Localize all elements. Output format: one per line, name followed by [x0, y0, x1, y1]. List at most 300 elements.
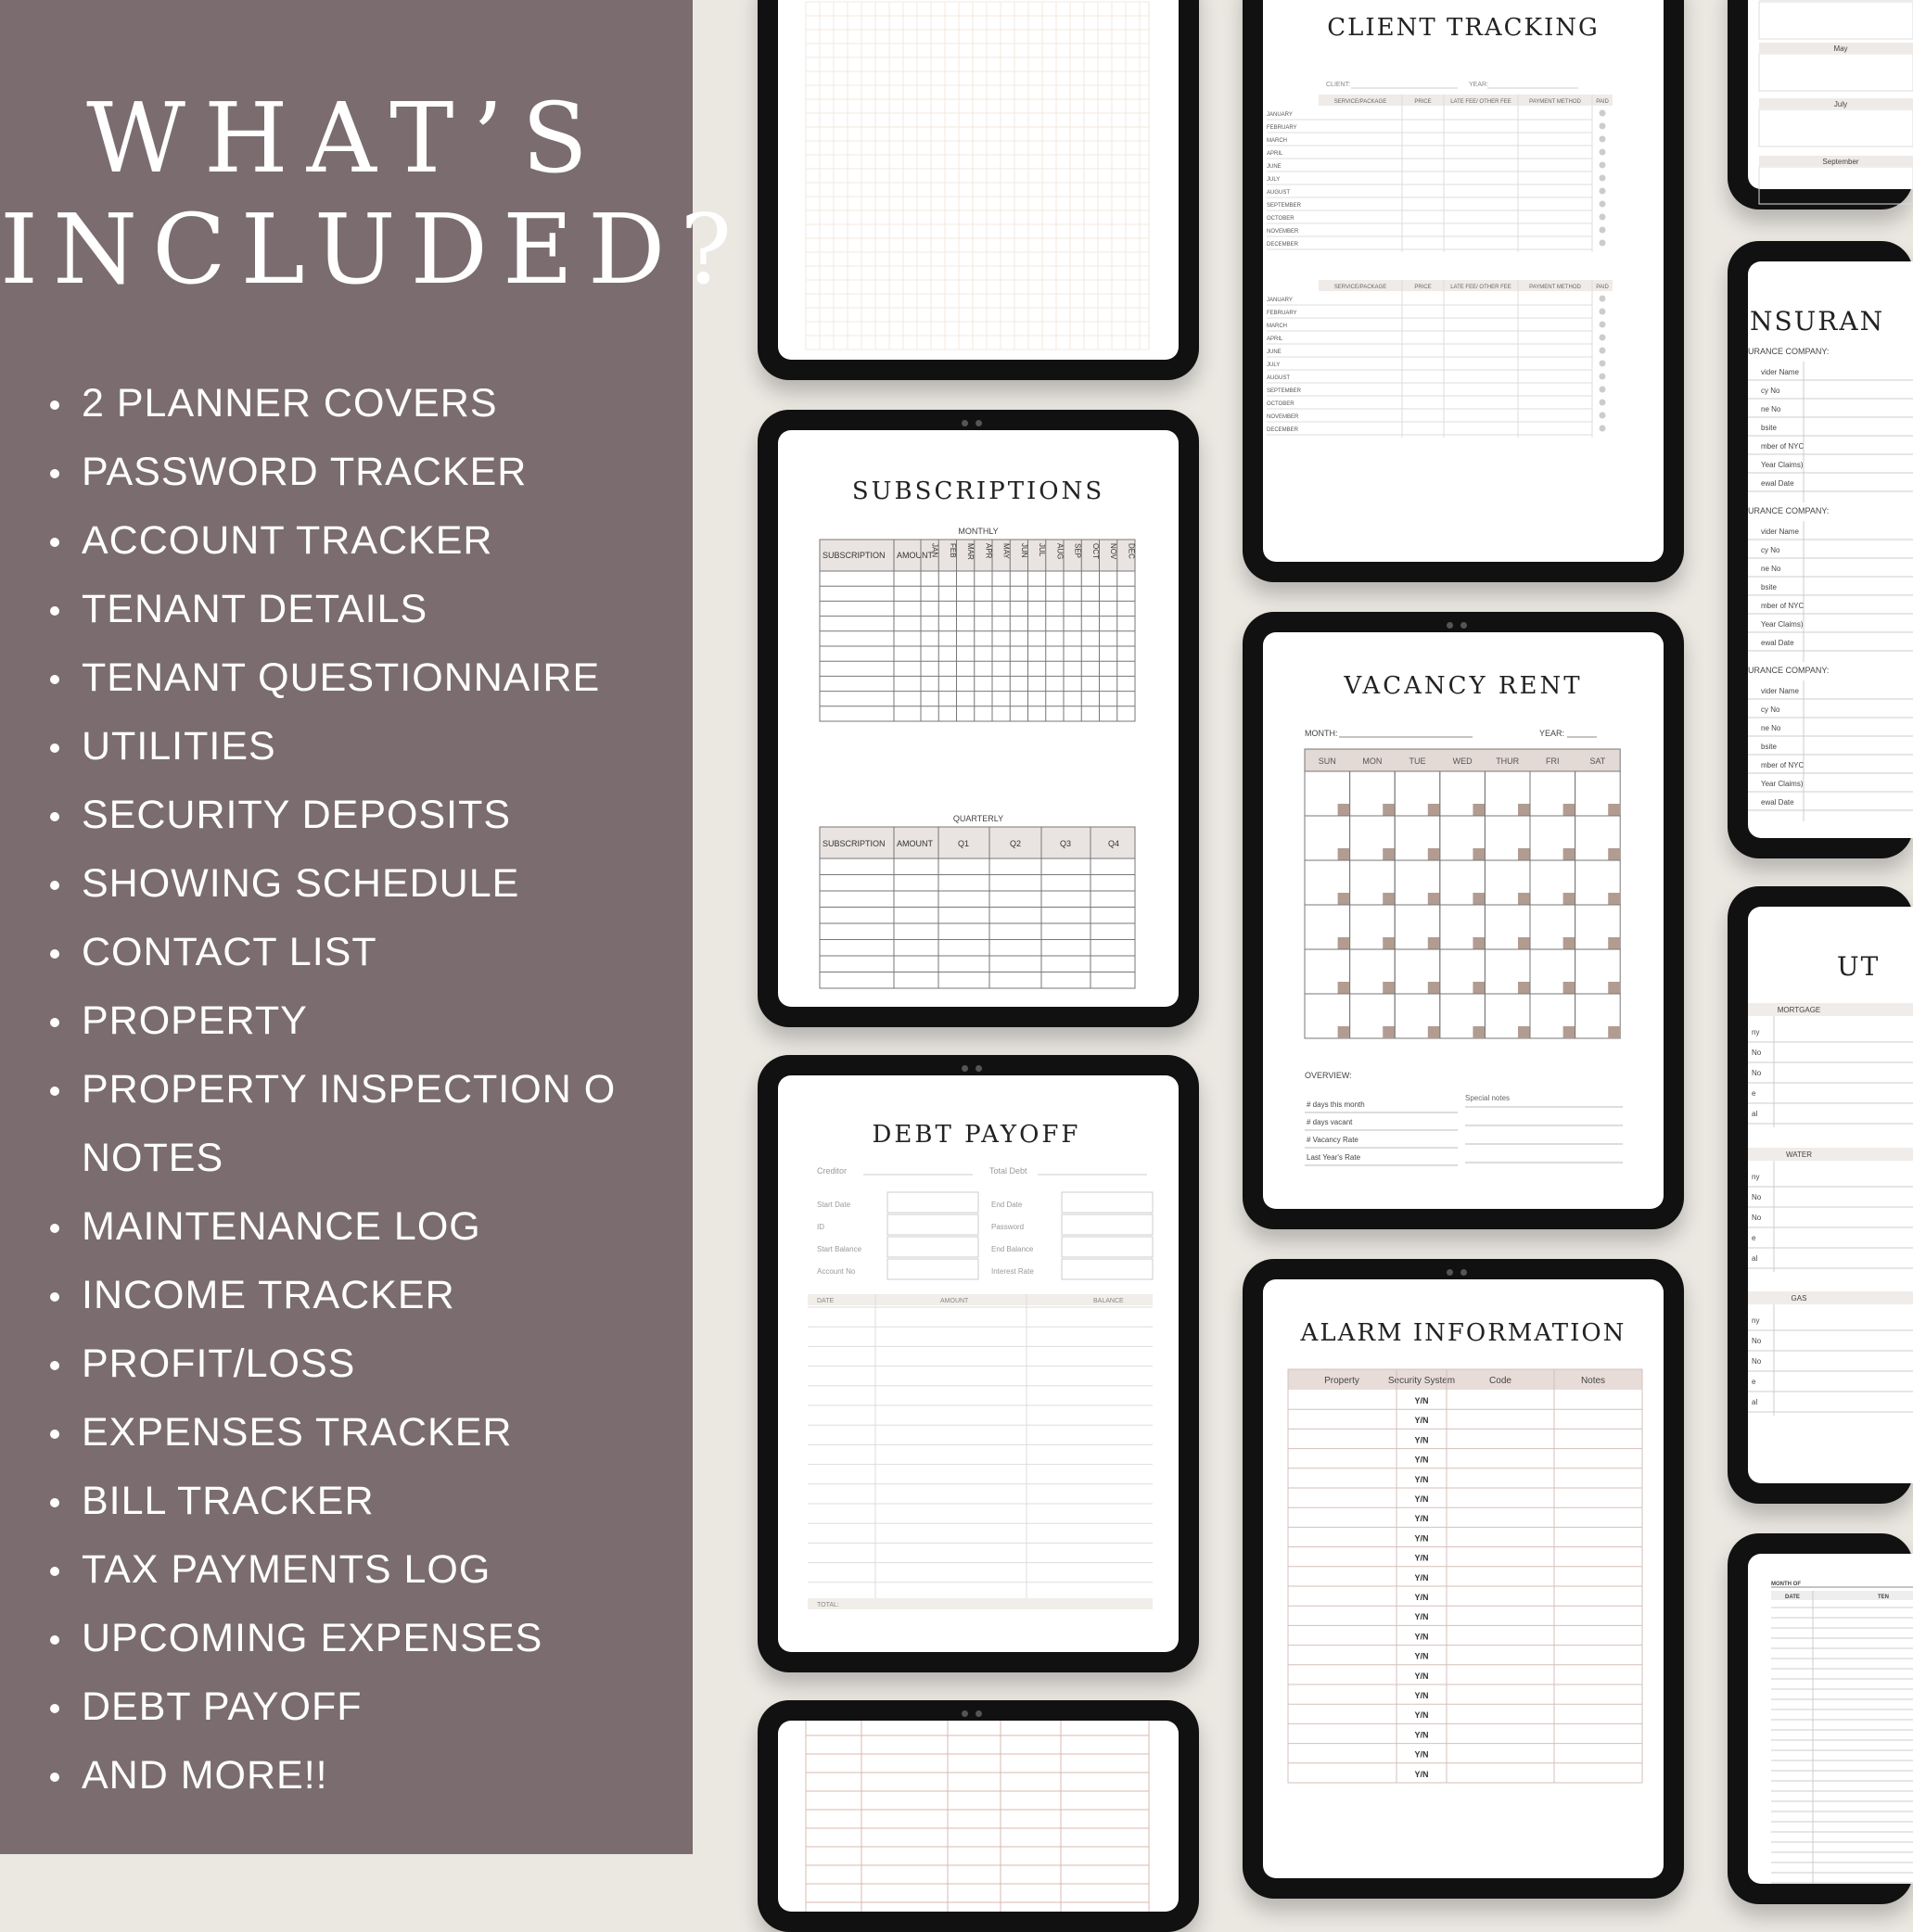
alarm-yn: Y/N	[1414, 1572, 1429, 1582]
calendar-cell-marker	[1608, 982, 1620, 994]
debt-field-box	[1062, 1192, 1153, 1213]
partial-table-screen	[778, 1721, 1179, 1912]
alarm-yn: Y/N	[1414, 1533, 1429, 1544]
alarm-yn: Y/N	[1414, 1494, 1429, 1504]
paid-dot	[1600, 296, 1606, 302]
utility-field-label: ny	[1752, 1316, 1760, 1325]
camera-icon	[1443, 617, 1484, 627]
client-month-label: OCTOBER	[1267, 216, 1294, 222]
calendar-cell-marker	[1338, 804, 1350, 816]
client-month-label: MARCH	[1267, 138, 1287, 144]
month-header: AUG	[1055, 543, 1065, 560]
calendar-day-header: THUR	[1496, 756, 1520, 766]
feature-item: TENANT QUESTIONNAIRE	[46, 643, 616, 712]
client-month-label: AUGUST	[1267, 190, 1291, 196]
feature-item: DEBT PAYOFF	[46, 1672, 616, 1741]
tablet-subscriptions	[758, 410, 1199, 1027]
calendar-cell-marker	[1428, 804, 1440, 816]
paid-dot	[1600, 387, 1606, 393]
utility-field-label: No	[1752, 1337, 1762, 1345]
debt-field-box	[887, 1214, 978, 1235]
insurance-svg	[1748, 261, 1913, 838]
paid-dot	[1600, 374, 1606, 380]
insurance-field-label: ewal Date	[1761, 798, 1794, 807]
calendar-cell-marker	[1383, 804, 1395, 816]
month-of-label: MONTH OF	[1771, 1582, 1801, 1587]
client-month-label: SEPTEMBER	[1267, 203, 1302, 209]
calendar-cell-marker	[1473, 1026, 1485, 1038]
insurance-title: NSURAN	[1750, 306, 1885, 337]
col-q3: Q3	[1059, 839, 1072, 848]
alarm-table-border	[1288, 1369, 1642, 1783]
client-month-label: OCTOBER	[1267, 401, 1294, 407]
client-tracking-svg	[1263, 0, 1664, 562]
month-label: May	[1833, 44, 1848, 53]
calendar-cell-marker	[1428, 1026, 1440, 1038]
debt-field-label: Password	[991, 1223, 1025, 1231]
calendar-cell-marker	[1338, 848, 1350, 860]
feature-item: UTILITIES	[46, 712, 616, 781]
camera-icon	[958, 1706, 999, 1715]
tablet-alarm-information	[1243, 1259, 1684, 1899]
col-subscription: SUBSCRIPTION	[823, 551, 886, 560]
camera-icon	[958, 415, 999, 425]
calendar-cell-marker	[1473, 893, 1485, 905]
calendar-cell-marker	[1473, 982, 1485, 994]
paid-dot	[1600, 201, 1606, 208]
debt-payoff-svg	[778, 1075, 1179, 1652]
paid-dot	[1600, 335, 1606, 341]
month-header: JAN	[930, 543, 939, 558]
client-column-header: PAID	[1596, 285, 1609, 290]
year-label: YEAR:	[1539, 729, 1565, 738]
alarm-yn: Y/N	[1414, 1553, 1429, 1563]
utility-section-bg	[1748, 1148, 1913, 1161]
overview-field-label: Last Year's Rate	[1307, 1153, 1361, 1162]
client-month-label: JANUARY	[1267, 298, 1293, 303]
grid-page-svg	[778, 0, 1179, 360]
alarm-screen	[1263, 1279, 1664, 1878]
insurance-field-label: mber of NYC	[1761, 761, 1805, 769]
debt-field-box	[887, 1192, 978, 1213]
alarm-yn: Y/N	[1414, 1671, 1429, 1681]
ten-col-label: TEN	[1878, 1595, 1889, 1600]
tablet-client-tracking	[1243, 0, 1684, 582]
utility-field-label: No	[1752, 1193, 1762, 1201]
calendar-day-header: SAT	[1589, 756, 1606, 766]
utilities-svg	[1748, 907, 1913, 1483]
calendar-cell-marker	[1518, 893, 1530, 905]
calendar-cell-marker	[1518, 937, 1530, 949]
utility-section-label: WATER	[1786, 1150, 1812, 1159]
utility-field-label: e	[1752, 1089, 1756, 1098]
partial-calendar-screen	[1748, 0, 1913, 189]
overview-label: OVERVIEW:	[1305, 1071, 1352, 1080]
col-subscription-q: SUBSCRIPTION	[823, 839, 886, 848]
alarm-yn: Y/N	[1414, 1612, 1429, 1622]
month-header: APR	[984, 543, 993, 559]
calendar-cell-marker	[1428, 937, 1440, 949]
alarm-yn: Y/N	[1414, 1455, 1429, 1465]
client-column-header: LATE FEE/ OTHER FEE	[1450, 99, 1511, 105]
calendar-cell-marker	[1563, 804, 1575, 816]
col-q4: Q4	[1107, 839, 1120, 848]
total-debt-label: Total Debt	[989, 1166, 1027, 1176]
debt-field-label: Start Date	[817, 1201, 851, 1209]
calendar-cell-marker	[1563, 982, 1575, 994]
insurance-field-label: cy No	[1761, 705, 1780, 714]
calendar-cell-marker	[1428, 893, 1440, 905]
insurance-field-label: vider Name	[1761, 687, 1799, 695]
insurance-field-label: ne No	[1761, 565, 1781, 573]
utility-field-label: ny	[1752, 1028, 1760, 1036]
client-column-header: PAYMENT METHOD	[1529, 99, 1581, 105]
month-header: DEC	[1127, 543, 1136, 559]
month-header: FEB	[948, 543, 957, 558]
feature-item: AND MORE!!	[46, 1741, 616, 1810]
calendar-cell-marker	[1563, 893, 1575, 905]
insurance-field-label: mber of NYC	[1761, 602, 1805, 610]
debt-field-label: End Date	[991, 1201, 1023, 1209]
utility-field-label: al	[1752, 1254, 1758, 1263]
col-property: Property	[1324, 1376, 1359, 1386]
client-month-label: NOVEMBER	[1267, 414, 1299, 420]
year-label: YEAR:	[1469, 82, 1489, 88]
month-header: JUL	[1038, 543, 1047, 557]
alarm-title: ALARM INFORMATION	[1300, 1319, 1626, 1347]
month-label: MONTH:	[1305, 729, 1338, 738]
debt-payoff-screen	[778, 1075, 1179, 1652]
feature-item: PASSWORD TRACKER	[46, 438, 616, 506]
insurance-field-label: Year Claims)	[1761, 620, 1804, 629]
vacancy-rent-svg	[1263, 632, 1664, 1209]
camera-icon	[958, 1061, 999, 1070]
calendar-cell-marker	[1518, 848, 1530, 860]
insurance-field-label: ne No	[1761, 405, 1781, 413]
client-column-header: PAID	[1596, 99, 1609, 105]
paid-dot	[1600, 149, 1606, 156]
paid-dot	[1600, 214, 1606, 221]
calendar-cell-marker	[1563, 848, 1575, 860]
month-header: NOV	[1109, 543, 1118, 560]
debt-field-label: End Balance	[991, 1245, 1034, 1253]
feature-item: INCOME TRACKER	[46, 1261, 616, 1329]
client-month-label: SEPTEMBER	[1267, 388, 1302, 394]
heading-line-2: INCLUDED?	[0, 193, 747, 306]
partial-log-svg	[1748, 1554, 1913, 1884]
calendar-cell-marker	[1473, 937, 1485, 949]
utility-field-label: No	[1752, 1069, 1762, 1077]
paid-dot	[1600, 123, 1606, 130]
calendar-cell-marker	[1473, 848, 1485, 860]
client-column-header: PAYMENT METHOD	[1529, 285, 1581, 290]
paid-dot	[1600, 413, 1606, 419]
calendar-cell-marker	[1383, 893, 1395, 905]
col-code: Code	[1489, 1376, 1511, 1386]
calendar-cell-marker	[1608, 804, 1620, 816]
insurance-field-label: bsite	[1761, 424, 1777, 432]
calendar-cell-marker	[1338, 982, 1350, 994]
insurance-field-label: bsite	[1761, 743, 1777, 751]
partial-log-screen	[1748, 1554, 1913, 1884]
subscriptions-screen	[778, 430, 1179, 1007]
calendar-day-header: MON	[1362, 756, 1383, 766]
month-label: September	[1822, 158, 1859, 166]
feature-item: ACCOUNT TRACKER	[46, 506, 616, 575]
calendar-cell-marker	[1383, 848, 1395, 860]
paid-dot	[1600, 426, 1606, 432]
alarm-yn: Y/N	[1414, 1730, 1429, 1740]
partial-table-svg	[778, 1721, 1179, 1912]
month-box	[1759, 54, 1913, 91]
calendar-cell-marker	[1383, 937, 1395, 949]
subscriptions-svg	[778, 430, 1179, 1007]
insurance-field-label: vider Name	[1761, 527, 1799, 536]
utility-field-label: e	[1752, 1378, 1756, 1386]
paid-dot	[1600, 400, 1606, 406]
calendar-day-header: FRI	[1546, 756, 1560, 766]
alarm-svg	[1263, 1279, 1664, 1878]
col-amount-q: AMOUNT	[897, 839, 933, 848]
overview-field-label: # days vacant	[1307, 1118, 1353, 1126]
month-box	[1759, 2, 1913, 39]
creditor-label: Creditor	[817, 1166, 848, 1176]
utility-section-label: MORTGAGE	[1777, 1006, 1821, 1014]
insurance-field-label: cy No	[1761, 546, 1780, 554]
client-month-label: JULY	[1267, 177, 1281, 183]
calendar-cell-marker	[1608, 893, 1620, 905]
utility-section-bg	[1748, 1291, 1913, 1304]
client-column-header: PRICE	[1414, 285, 1432, 290]
col-amount: AMOUNT	[897, 551, 933, 560]
client-month-label: FEBRUARY	[1267, 311, 1297, 316]
debt-field-box	[1062, 1237, 1153, 1257]
client-month-label: DECEMBER	[1267, 242, 1299, 248]
tablet-partial-log	[1728, 1533, 1913, 1904]
subscriptions-title: SUBSCRIPTIONS	[851, 477, 1105, 505]
client-month-label: MARCH	[1267, 324, 1287, 329]
calendar-cell-marker	[1338, 1026, 1350, 1038]
calendar-cell-marker	[1428, 848, 1440, 860]
month-label: July	[1833, 100, 1848, 108]
alarm-yn: Y/N	[1414, 1749, 1429, 1760]
feature-list	[46, 369, 616, 1810]
calendar-cell-marker	[1383, 982, 1395, 994]
alarm-yn: Y/N	[1414, 1710, 1429, 1721]
debt-field-label: Start Balance	[817, 1245, 862, 1253]
paid-dot	[1600, 136, 1606, 143]
calendar-cell-marker	[1473, 804, 1485, 816]
client-column-header: LATE FEE/ OTHER FEE	[1450, 285, 1511, 290]
feature-item: SECURITY DEPOSITS	[46, 781, 616, 849]
feature-item: PROPERTY INSPECTION O	[46, 1055, 616, 1124]
feature-item: PROFIT/LOSS	[46, 1329, 616, 1398]
col-q1: Q1	[957, 839, 970, 848]
insurance-company-label: URANCE COMPANY:	[1748, 506, 1830, 515]
monthly-label: MONTHLY	[958, 527, 999, 536]
client-title: CLIENT TRACKING	[1327, 14, 1600, 42]
client-month-label: APRIL	[1267, 337, 1283, 342]
calendar-cell-marker	[1338, 893, 1350, 905]
month-header: SEP	[1073, 543, 1082, 559]
date-col-label: DATE	[1785, 1595, 1800, 1600]
calendar-cell-marker	[1608, 937, 1620, 949]
client-month-label: JUNE	[1267, 164, 1282, 170]
vacancy-rent-screen	[1263, 632, 1664, 1209]
client-month-label: JANUARY	[1267, 112, 1293, 118]
client-column-header: PRICE	[1414, 99, 1432, 105]
debt-field-label: ID	[817, 1223, 824, 1231]
utilities-screen	[1748, 907, 1913, 1483]
feature-item: UPCOMING EXPENSES	[46, 1604, 616, 1672]
paid-dot	[1600, 361, 1606, 367]
insurance-field-label: ne No	[1761, 724, 1781, 732]
overview-field-label: # days this month	[1307, 1100, 1365, 1109]
utility-section-bg	[1748, 1003, 1913, 1016]
vacancy-title: VACANCY RENT	[1344, 672, 1583, 700]
calendar-cell-marker	[1563, 1026, 1575, 1038]
calendar-day-header: SUN	[1318, 756, 1336, 766]
paid-dot	[1600, 240, 1606, 247]
insurance-field-label: bsite	[1761, 583, 1777, 591]
alarm-yn: Y/N	[1414, 1435, 1429, 1445]
month-header: MAY	[1001, 543, 1011, 559]
alarm-yn: Y/N	[1414, 1416, 1429, 1426]
insurance-company-label: URANCE COMPANY:	[1748, 666, 1830, 675]
utility-field-label: e	[1752, 1234, 1756, 1242]
heading-line-1: WHAT’S	[86, 82, 606, 195]
tablet-collage	[693, 0, 1889, 1854]
calendar-day-header: TUE	[1409, 756, 1426, 766]
tablet-partial-table	[758, 1700, 1199, 1932]
feature-item: 2 PLANNER COVERS	[46, 369, 616, 438]
col-notes: Notes	[1580, 1376, 1606, 1386]
client-month-label: JUNE	[1267, 350, 1282, 355]
tablet-grid-page	[758, 0, 1199, 380]
alarm-yn: Y/N	[1414, 1593, 1429, 1602]
overview-field-label: # Vacancy Rate	[1307, 1136, 1358, 1144]
alarm-yn: Y/N	[1414, 1514, 1429, 1524]
paid-dot	[1600, 188, 1606, 195]
debt-field-box	[887, 1259, 978, 1279]
paid-dot	[1600, 162, 1606, 169]
tablet-vacancy-rent	[1243, 612, 1684, 1229]
client-month-label: JULY	[1267, 362, 1281, 368]
feature-item: PROPERTY	[46, 986, 616, 1055]
debt-title: DEBT PAYOFF	[872, 1121, 1081, 1149]
paid-dot	[1600, 322, 1606, 328]
month-header: JUN	[1019, 543, 1028, 558]
feature-item: EXPENSES TRACKER	[46, 1398, 616, 1467]
insurance-field-label: mber of NYC	[1761, 442, 1805, 451]
month-header: OCT	[1090, 543, 1100, 559]
feature-item-continued: NOTES	[82, 1136, 224, 1180]
quarterly-label: QUARTERLY	[952, 814, 1004, 823]
calendar-cell-marker	[1383, 1026, 1395, 1038]
insurance-field-label: Year Claims)	[1761, 780, 1804, 788]
paid-dot	[1600, 110, 1606, 117]
feature-item: SHOWING SCHEDULE	[46, 849, 616, 918]
client-column-header: SERVICE/PACKAGE	[1333, 99, 1387, 105]
calendar-cell-marker	[1518, 804, 1530, 816]
tablet-partial-calendar	[1728, 0, 1913, 210]
col-security-system: Security System	[1387, 1376, 1456, 1386]
calendar-cell-marker	[1563, 937, 1575, 949]
calendar-cell-marker	[1608, 1026, 1620, 1038]
left-panel	[0, 0, 747, 1854]
calendar-cell-marker	[1608, 848, 1620, 860]
paid-dot	[1600, 227, 1606, 234]
month-box	[1759, 109, 1913, 146]
paid-dot	[1600, 175, 1606, 182]
client-tracking-screen	[1263, 0, 1664, 562]
utility-field-label: No	[1752, 1049, 1762, 1057]
paid-dot	[1600, 309, 1606, 315]
insurance-company-label: URANCE COMPANY:	[1748, 347, 1830, 356]
col-date: DATE	[817, 1298, 835, 1304]
partial-calendar-svg	[1748, 0, 1913, 189]
col-balance: BALANCE	[1093, 1298, 1124, 1304]
feature-item: MAINTENANCE LOG	[46, 1192, 616, 1261]
alarm-yn: Y/N	[1414, 1474, 1429, 1484]
calendar-cell-marker	[1518, 982, 1530, 994]
client-month-label: APRIL	[1267, 151, 1283, 157]
calendar-cell-marker	[1518, 1026, 1530, 1038]
paid-dot	[1600, 348, 1606, 354]
client-column-header: SERVICE/PACKAGE	[1333, 285, 1387, 290]
insurance-field-label: ewal Date	[1761, 639, 1794, 647]
utility-field-label: al	[1752, 1110, 1758, 1118]
tablet-utilities	[1728, 886, 1913, 1504]
utility-section-label: GAS	[1791, 1294, 1807, 1303]
insurance-field-label: ewal Date	[1761, 479, 1794, 488]
tablet-debt-payoff	[758, 1055, 1199, 1672]
grid-page-screen	[778, 0, 1179, 360]
tablet-insurance	[1728, 241, 1913, 858]
total-label: TOTAL:	[817, 1602, 839, 1608]
feature-item: TAX PAYMENTS LOG	[46, 1535, 616, 1604]
utility-field-label: No	[1752, 1214, 1762, 1222]
calendar-day-header: WED	[1452, 756, 1473, 766]
alarm-yn: Y/N	[1414, 1632, 1429, 1642]
client-month-label: FEBRUARY	[1267, 125, 1297, 131]
calendar-cell-marker	[1338, 937, 1350, 949]
alarm-yn: Y/N	[1414, 1769, 1429, 1779]
feature-item: CONTACT LIST	[46, 918, 616, 986]
alarm-yn: Y/N	[1414, 1651, 1429, 1661]
insurance-field-label: vider Name	[1761, 368, 1799, 376]
month-label	[1830, 0, 1851, 1]
month-header: MAR	[966, 543, 976, 560]
utility-field-label: ny	[1752, 1173, 1760, 1181]
debt-field-box	[1062, 1259, 1153, 1279]
debt-field-label: Interest Rate	[991, 1267, 1034, 1276]
debt-field-label: Account No	[817, 1267, 856, 1276]
utility-field-label: al	[1752, 1398, 1758, 1406]
client-month-label: AUGUST	[1267, 375, 1291, 381]
col-q2: Q2	[1009, 839, 1022, 848]
feature-item: BILL TRACKER	[46, 1467, 616, 1535]
client-label: CLIENT:	[1326, 82, 1351, 88]
feature-item: TENANT DETAILS	[46, 575, 616, 643]
month-box	[1759, 167, 1913, 204]
calendar-cell-marker	[1428, 982, 1440, 994]
insurance-screen	[1748, 261, 1913, 838]
utility-field-label: No	[1752, 1357, 1762, 1366]
alarm-yn: Y/N	[1414, 1396, 1429, 1405]
alarm-yn: Y/N	[1414, 1691, 1429, 1700]
insurance-field-label: cy No	[1761, 387, 1780, 395]
